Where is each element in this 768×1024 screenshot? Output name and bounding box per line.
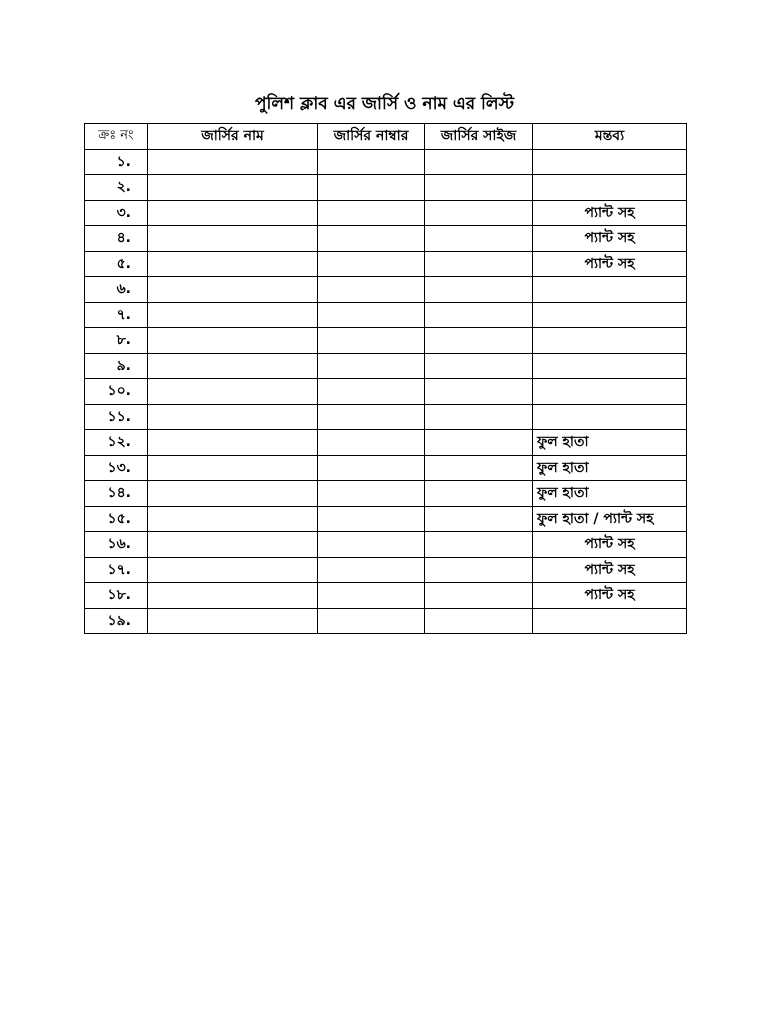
jersey-name-cell[interactable] xyxy=(148,532,318,558)
jersey-list-table xyxy=(84,123,687,634)
jersey-number-cell[interactable] xyxy=(318,149,425,175)
serial-cell: ৯. xyxy=(85,353,148,379)
serial-cell: ১৮. xyxy=(85,583,148,609)
serial-cell: ১৫. xyxy=(85,506,148,532)
jersey-number-cell[interactable] xyxy=(318,302,425,328)
comment-cell: ফুল হাতা / প্যান্ট সহ xyxy=(533,506,687,532)
jersey-name-cell[interactable] xyxy=(148,481,318,507)
jersey-number-cell[interactable] xyxy=(318,379,425,405)
table-row xyxy=(85,583,687,609)
jersey-size-cell[interactable] xyxy=(425,481,533,507)
jersey-name-cell[interactable] xyxy=(148,302,318,328)
jersey-number-cell[interactable] xyxy=(318,455,425,481)
serial-cell: ৫. xyxy=(85,251,148,277)
jersey-size-cell[interactable] xyxy=(425,532,533,558)
jersey-size-cell[interactable] xyxy=(425,175,533,201)
table-row xyxy=(85,277,687,303)
table-row xyxy=(85,608,687,634)
jersey-size-cell[interactable] xyxy=(425,455,533,481)
jersey-size-cell[interactable] xyxy=(425,353,533,379)
jersey-name-cell[interactable] xyxy=(148,404,318,430)
jersey-name-column-header: জার্সির নাম xyxy=(148,124,318,150)
jersey-number-cell[interactable] xyxy=(318,506,425,532)
jersey-name-cell[interactable] xyxy=(148,557,318,583)
comment-cell: প্যান্ট সহ xyxy=(533,557,687,583)
table-row xyxy=(85,302,687,328)
jersey-size-cell[interactable] xyxy=(425,200,533,226)
jersey-name-cell[interactable] xyxy=(148,506,318,532)
jersey-number-cell[interactable] xyxy=(318,251,425,277)
serial-column-header: ক্রঃ নং xyxy=(85,124,148,150)
serial-cell: ১৭. xyxy=(85,557,148,583)
jersey-name-cell[interactable] xyxy=(148,200,318,226)
serial-cell: ৭. xyxy=(85,302,148,328)
jersey-name-cell[interactable] xyxy=(148,608,318,634)
serial-cell: ১৯. xyxy=(85,608,148,634)
table-row xyxy=(85,532,687,558)
serial-cell: ১১. xyxy=(85,404,148,430)
jersey-size-cell[interactable] xyxy=(425,149,533,175)
jersey-number-cell[interactable] xyxy=(318,277,425,303)
table-body xyxy=(85,149,687,634)
serial-cell: ১৬. xyxy=(85,532,148,558)
table-row xyxy=(85,328,687,354)
table-row xyxy=(85,481,687,507)
jersey-size-cell[interactable] xyxy=(425,379,533,405)
serial-cell: ১. xyxy=(85,149,148,175)
jersey-name-cell[interactable] xyxy=(148,430,318,456)
comment-cell: ফুল হাতা xyxy=(533,481,687,507)
serial-cell: ৪. xyxy=(85,226,148,252)
jersey-size-cell[interactable] xyxy=(425,608,533,634)
jersey-number-cell[interactable] xyxy=(318,532,425,558)
jersey-size-cell[interactable] xyxy=(425,302,533,328)
serial-cell: ৬. xyxy=(85,277,148,303)
jersey-size-cell[interactable] xyxy=(425,557,533,583)
comment-cell xyxy=(533,277,687,303)
comment-cell: ফুল হাতা xyxy=(533,430,687,456)
jersey-number-cell[interactable] xyxy=(318,608,425,634)
serial-cell: ৮. xyxy=(85,328,148,354)
jersey-size-cell[interactable] xyxy=(425,226,533,252)
jersey-name-cell[interactable] xyxy=(148,251,318,277)
jersey-name-cell[interactable] xyxy=(148,455,318,481)
jersey-size-cell[interactable] xyxy=(425,506,533,532)
comment-cell: প্যান্ট সহ xyxy=(533,583,687,609)
serial-cell: ১৪. xyxy=(85,481,148,507)
jersey-number-cell[interactable] xyxy=(318,481,425,507)
jersey-name-cell[interactable] xyxy=(148,226,318,252)
comment-cell: প্যান্ট সহ xyxy=(533,200,687,226)
comment-column-header: মন্তব্য xyxy=(533,124,687,150)
jersey-size-cell[interactable] xyxy=(425,583,533,609)
serial-cell: ১০. xyxy=(85,379,148,405)
comment-cell xyxy=(533,404,687,430)
jersey-size-cell[interactable] xyxy=(425,404,533,430)
jersey-name-cell[interactable] xyxy=(148,277,318,303)
jersey-name-cell[interactable] xyxy=(148,353,318,379)
comment-cell xyxy=(533,149,687,175)
jersey-number-cell[interactable] xyxy=(318,175,425,201)
jersey-size-cell[interactable] xyxy=(425,328,533,354)
serial-cell: ১৩. xyxy=(85,455,148,481)
comment-cell xyxy=(533,328,687,354)
table-row xyxy=(85,506,687,532)
serial-cell: ৩. xyxy=(85,200,148,226)
serial-cell: ১২. xyxy=(85,430,148,456)
jersey-size-cell[interactable] xyxy=(425,430,533,456)
jersey-name-cell[interactable] xyxy=(148,149,318,175)
jersey-size-cell[interactable] xyxy=(425,277,533,303)
jersey-number-cell[interactable] xyxy=(318,430,425,456)
table-row xyxy=(85,251,687,277)
jersey-name-cell[interactable] xyxy=(148,583,318,609)
table-row xyxy=(85,404,687,430)
comment-cell xyxy=(533,379,687,405)
jersey-name-cell[interactable] xyxy=(148,328,318,354)
jersey-number-column-header: জার্সির নাম্বার xyxy=(318,124,425,150)
jersey-name-cell[interactable] xyxy=(148,175,318,201)
table-row xyxy=(85,200,687,226)
comment-cell: প্যান্ট সহ xyxy=(533,251,687,277)
serial-cell: ২. xyxy=(85,175,148,201)
table-row xyxy=(85,455,687,481)
table-row xyxy=(85,175,687,201)
jersey-number-cell[interactable] xyxy=(318,557,425,583)
jersey-size-column-header: জার্সির সাইজ xyxy=(425,124,533,150)
jersey-name-cell[interactable] xyxy=(148,379,318,405)
table-header-row xyxy=(85,124,687,150)
jersey-number-cell[interactable] xyxy=(318,200,425,226)
jersey-number-cell[interactable] xyxy=(318,226,425,252)
comment-cell xyxy=(533,353,687,379)
table-row xyxy=(85,353,687,379)
table-row xyxy=(85,379,687,405)
jersey-number-cell[interactable] xyxy=(318,583,425,609)
comment-cell: প্যান্ট সহ xyxy=(533,532,687,558)
comment-cell: প্যান্ট সহ xyxy=(533,226,687,252)
jersey-size-cell[interactable] xyxy=(425,251,533,277)
comment-cell xyxy=(533,175,687,201)
comment-cell xyxy=(533,302,687,328)
jersey-number-cell[interactable] xyxy=(318,404,425,430)
table-row xyxy=(85,226,687,252)
page-title: পুলিশ ক্লাব এর জার্সি ও নাম এর লিস্ট xyxy=(254,94,515,114)
table-row xyxy=(85,149,687,175)
comment-cell xyxy=(533,608,687,634)
table-row xyxy=(85,557,687,583)
table-row xyxy=(85,430,687,456)
jersey-number-cell[interactable] xyxy=(318,353,425,379)
jersey-number-cell[interactable] xyxy=(318,328,425,354)
comment-cell: ফুল হাতা xyxy=(533,455,687,481)
